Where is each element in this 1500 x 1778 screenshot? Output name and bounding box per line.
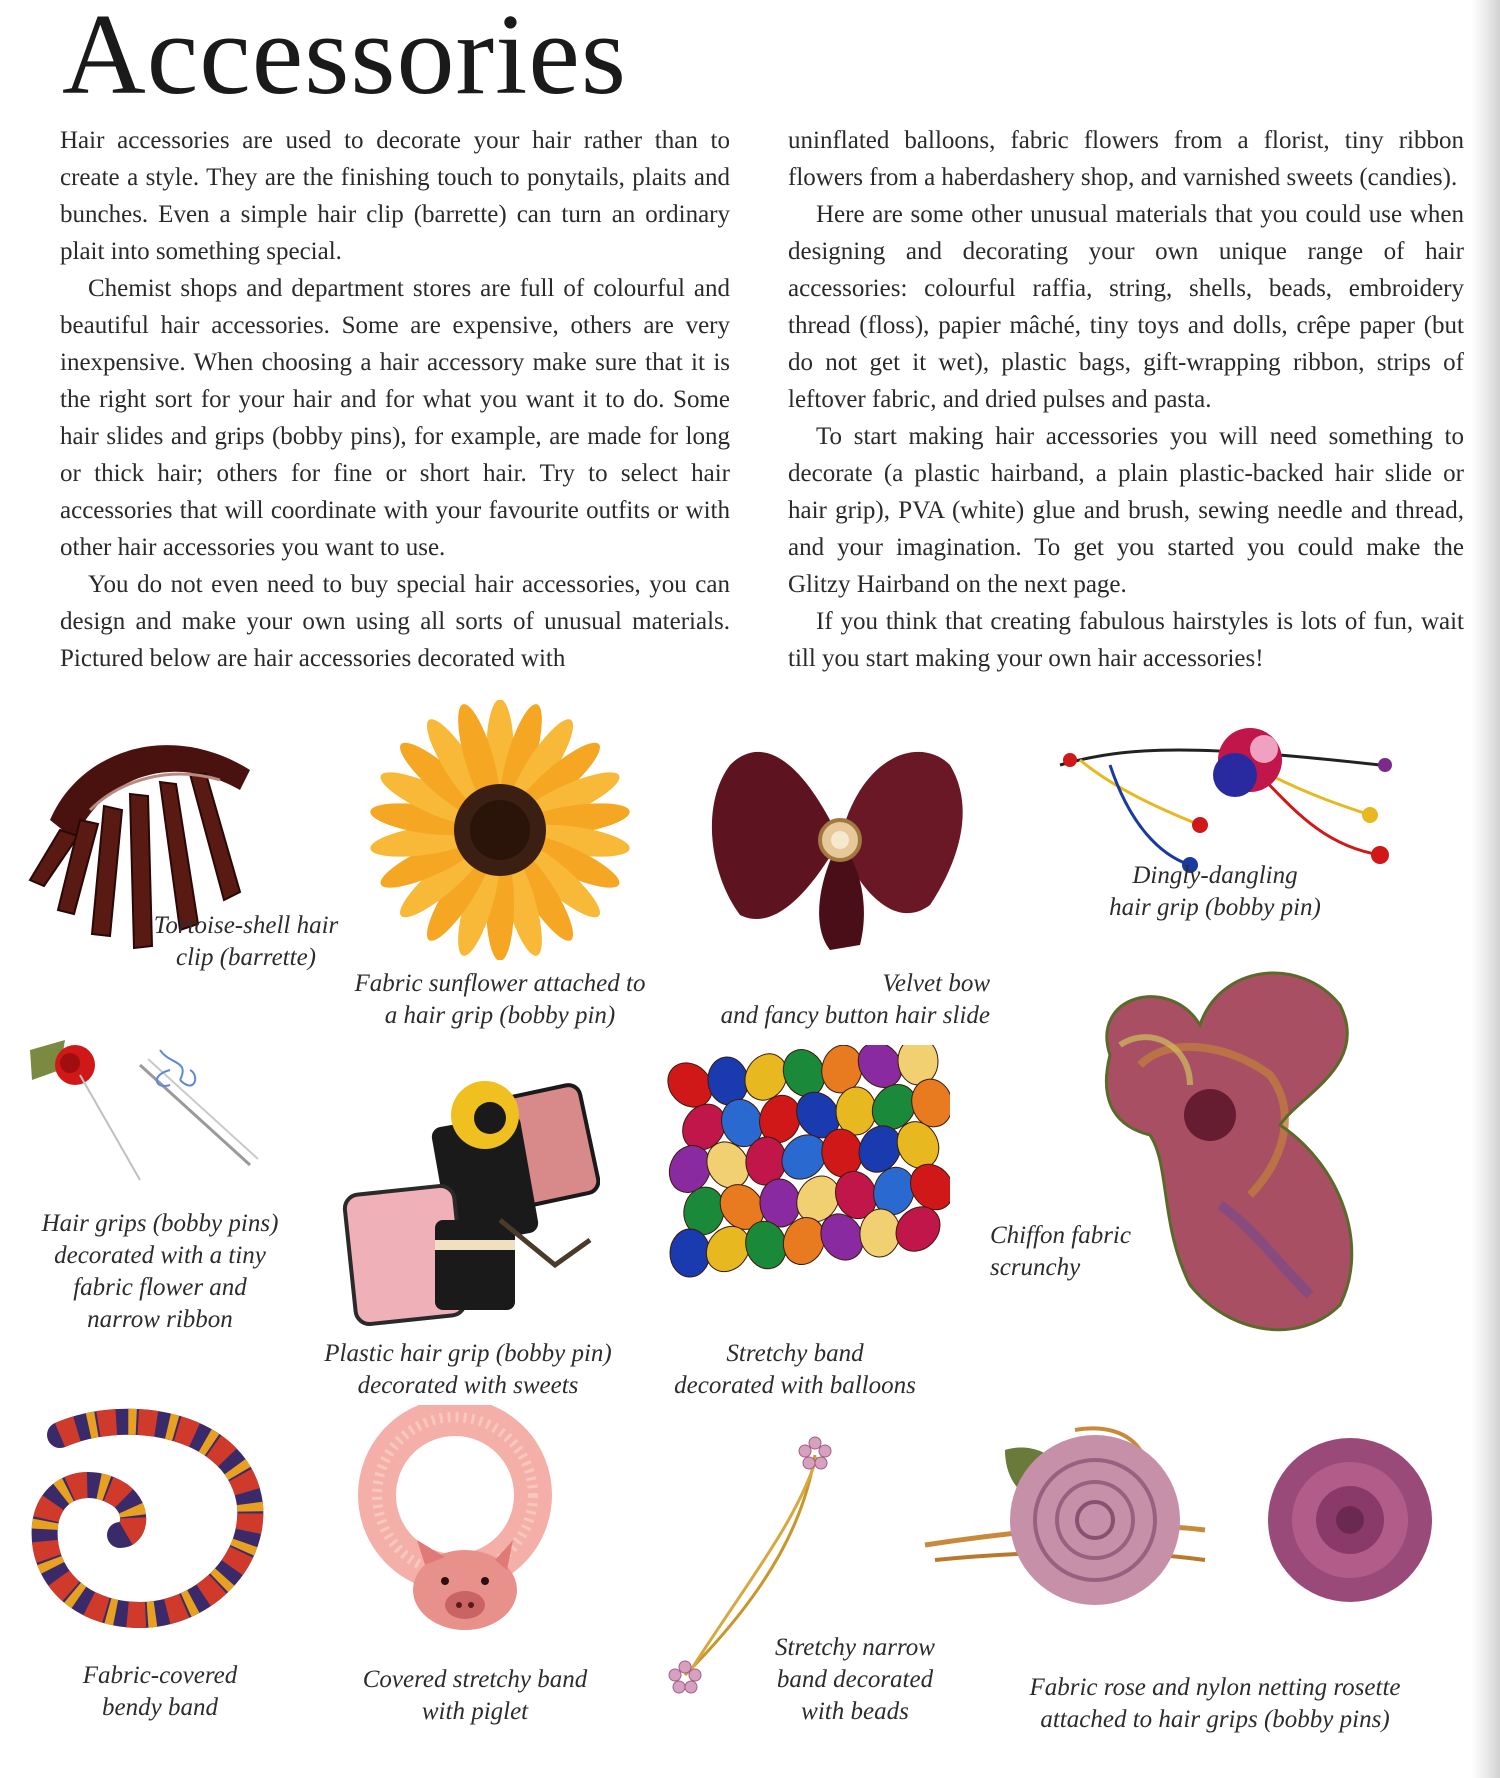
page-edge-shadow [1472, 0, 1500, 1778]
rose-and-rosette-image [905, 1420, 1465, 1660]
caption-hair-grips: Hair grips (bobby pins) decorated with a tiny fabric flower and narrow ribbon [41, 1210, 279, 1333]
caption-balloons-band: Stretchy band decorated with balloons [674, 1340, 916, 1399]
caption-sunflower: Fabric sunflower attached to a hair grip (bobby pin) [354, 970, 646, 1029]
paragraph: To start making hair accessories you will need something to decorate (a plastic hairband, a plain plastic-backed hair slide or hair grip), PVA (white) glue and brush, sewing needle and thread, and your imagination. To get you started you could make the Glitzy Hairband on the next page. [788, 423, 1464, 598]
caption-chiffon-scrunchy: Chiffon fabric scrunchy [990, 1222, 1131, 1281]
paragraph: uninflated balloons, fabric flowers from a florist, tiny ribbon flowers from a haberdashery shop, and varnished sweets (candies). [788, 127, 1464, 191]
caption-beads-band: Stretchy narrow band decorated with beads [775, 1634, 935, 1725]
sunflower-image [370, 700, 630, 960]
chiffon-scrunchy-image [1080, 965, 1380, 1345]
paragraph: Here are some other unusual materials that you could use when designing and decorating your own unique range of hair accessories: colourful raffia, string, shells, beads, embroidery thread (floss), papier mâché, tiny toys and dolls, crêpe paper (but do not get it wet), plastic bags, gift-wrapping ribbon, strips of leftover fabric, and dried pulses and pasta. [788, 201, 1464, 413]
caption-velvet-bow: Velvet bow and fancy button hair slide [720, 970, 990, 1029]
caption-tortoise-shell-clip: Tortoise-shell hair clip (barrette) [153, 912, 339, 971]
caption-rose-rosette: Fabric rose and nylon netting rosette attached to hair grips (bobby pins) [1029, 1674, 1401, 1733]
dingly-dangling-grip-image [1050, 705, 1410, 875]
paragraph: You do not even need to buy special hair accessories, you can design and make your own using all sorts of unusual materials. Pictured below are hair accessories decorated with [60, 571, 730, 672]
paragraph: Hair accessories are used to decorate your hair rather than to create a style. They are the finishing touch to ponytails, plaits and bunches. Even a simple hair clip (barrette) can turn an ordinary plait into something special. [60, 127, 730, 265]
sweets-hair-grip-image [340, 1070, 600, 1330]
velvet-bow-image [700, 725, 980, 955]
body-column-right [788, 122, 1464, 677]
decorated-hair-grips-image [20, 1035, 270, 1195]
caption-sweets-grip: Plastic hair grip (bobby pin) decorated with sweets [324, 1340, 612, 1399]
bendy-band-image [20, 1395, 280, 1635]
caption-piglet-band: Covered stretchy band with piglet [362, 1666, 588, 1725]
paragraph: If you think that creating fabulous hairstyles is lots of fun, wait till you start making your own hair accessories! [788, 608, 1464, 672]
caption-dingly-dangling: Dingly-dangling hair grip (bobby pin) [1109, 862, 1321, 921]
piglet-band-image [345, 1405, 575, 1635]
paragraph: Chemist shops and department stores are full of colourful and beautiful hair accessories. Some are expensive, others are very inexpensive. When choosing a hair accessory make sure that it is the right sort for your hair and for what you want it to do. Some hair slides and grips (bobby pins), for example, are made for long or thick hair; others for fine or short hair. Try to select hair accessories that will coordinate with your favourite outfits or with other hair accessories you want to use. [60, 275, 730, 561]
balloons-band-image [660, 1045, 950, 1315]
caption-bendy-band: Fabric-covered bendy band [82, 1662, 238, 1721]
body-column-left [60, 122, 730, 677]
page-title: Accessories [62, 0, 628, 119]
